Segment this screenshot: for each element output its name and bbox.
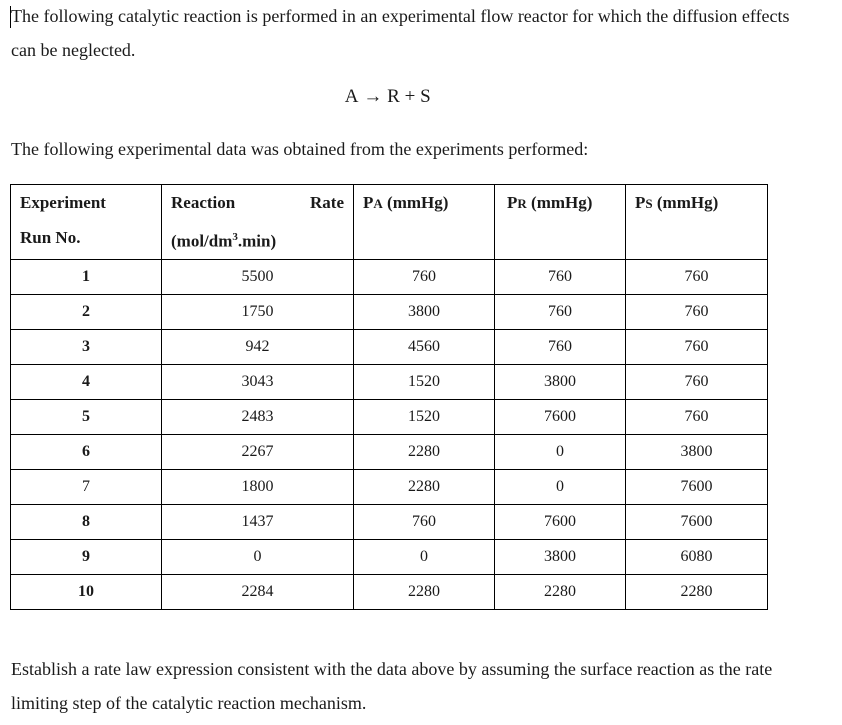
cell-ps: 6080 bbox=[626, 539, 768, 574]
cell-pa: 0 bbox=[354, 539, 495, 574]
cell-run: 7 bbox=[11, 469, 162, 504]
header-pr bbox=[495, 185, 626, 260]
cell-rate: 1800 bbox=[162, 469, 354, 504]
table-row bbox=[11, 364, 768, 399]
table-row bbox=[11, 259, 768, 294]
header-reaction-units bbox=[162, 220, 353, 259]
cell-pa: 760 bbox=[354, 504, 495, 539]
header-ps-unit: (mmHg) bbox=[652, 193, 719, 212]
header-experiment-line2: Run No. bbox=[20, 228, 81, 247]
table-row bbox=[11, 294, 768, 329]
header-experiment-run bbox=[11, 185, 162, 260]
cell-pr: 760 bbox=[495, 259, 626, 294]
header-ps-label bbox=[626, 185, 767, 221]
cell-pr: 760 bbox=[495, 329, 626, 364]
header-pa bbox=[354, 185, 495, 260]
cell-run: 2 bbox=[11, 294, 162, 329]
table-row bbox=[11, 504, 768, 539]
data-intro-paragraph: The following experimental data was obtained from the experiments performed: bbox=[11, 139, 589, 159]
cell-rate: 0 bbox=[162, 539, 354, 574]
cell-rate: 942 bbox=[162, 329, 354, 364]
cell-pa: 2280 bbox=[354, 469, 495, 504]
table-row bbox=[11, 469, 768, 504]
cell-rate: 2267 bbox=[162, 434, 354, 469]
cell-rate: 2483 bbox=[162, 399, 354, 434]
cell-pr: 0 bbox=[495, 469, 626, 504]
cell-run: 5 bbox=[11, 399, 162, 434]
cell-pa: 3800 bbox=[354, 294, 495, 329]
cell-pr: 0 bbox=[495, 434, 626, 469]
cell-ps: 760 bbox=[626, 364, 768, 399]
cell-rate: 1437 bbox=[162, 504, 354, 539]
header-ps-letter: P bbox=[635, 193, 646, 212]
cell-rate: 3043 bbox=[162, 364, 354, 399]
cell-run: 8 bbox=[11, 504, 162, 539]
cell-ps: 7600 bbox=[626, 469, 768, 504]
task-paragraph: Establish a rate law expression consistent with the data above by assuming the surface reaction as the rate limiting step of the catalytic reaction mechanism. bbox=[11, 659, 773, 713]
table-row bbox=[11, 539, 768, 574]
table-row bbox=[11, 434, 768, 469]
cell-pr: 7600 bbox=[495, 504, 626, 539]
header-experiment-line1: Experiment bbox=[20, 193, 106, 212]
header-pr-letter: P bbox=[507, 193, 518, 212]
header-reaction-rate bbox=[162, 185, 354, 260]
cell-pr: 760 bbox=[495, 294, 626, 329]
cell-run: 6 bbox=[11, 434, 162, 469]
header-pr-unit: (mmHg) bbox=[526, 193, 593, 212]
intro-paragraph: The following catalytic reaction is performed in an experimental flow reactor for which the diffusion effects can be neglected. bbox=[11, 6, 790, 60]
cell-pa: 2280 bbox=[354, 574, 495, 609]
header-pr-label bbox=[495, 185, 625, 221]
cell-pr: 3800 bbox=[495, 539, 626, 574]
header-ps bbox=[626, 185, 768, 260]
cell-run: 3 bbox=[11, 329, 162, 364]
header-pr-sub: R bbox=[517, 196, 527, 211]
table-row bbox=[11, 329, 768, 364]
cell-ps: 3800 bbox=[626, 434, 768, 469]
reaction-equation: A → R + S bbox=[344, 86, 432, 107]
header-rate-word: Rate bbox=[310, 193, 344, 212]
header-reaction-units-prefix: (mol/dm bbox=[171, 231, 233, 251]
header-ps-sub: S bbox=[645, 196, 653, 211]
header-pa-label bbox=[354, 185, 494, 221]
table-row bbox=[11, 399, 768, 434]
table-header-row bbox=[11, 185, 768, 260]
cell-ps: 760 bbox=[626, 259, 768, 294]
cell-ps: 760 bbox=[626, 294, 768, 329]
header-pa-letter: P bbox=[363, 193, 374, 212]
experimental-data-table bbox=[10, 184, 768, 610]
cell-pa: 1520 bbox=[354, 364, 495, 399]
cell-pr: 3800 bbox=[495, 364, 626, 399]
cell-run: 10 bbox=[11, 574, 162, 609]
cell-ps: 760 bbox=[626, 329, 768, 364]
cell-pa: 1520 bbox=[354, 399, 495, 434]
cell-pr: 2280 bbox=[495, 574, 626, 609]
cell-run: 9 bbox=[11, 539, 162, 574]
cell-rate: 2284 bbox=[162, 574, 354, 609]
header-reaction-line1: Reaction bbox=[171, 193, 236, 212]
header-reaction-units-sup: 3 bbox=[232, 231, 238, 243]
cell-pa: 2280 bbox=[354, 434, 495, 469]
table-row bbox=[11, 574, 768, 609]
cell-ps: 2280 bbox=[626, 574, 768, 609]
cell-run: 1 bbox=[11, 259, 162, 294]
cell-rate: 5500 bbox=[162, 259, 354, 294]
cell-rate: 1750 bbox=[162, 294, 354, 329]
cell-run: 4 bbox=[11, 364, 162, 399]
header-pa-sub: A bbox=[373, 196, 383, 211]
cell-pa: 760 bbox=[354, 259, 495, 294]
cell-ps: 7600 bbox=[626, 504, 768, 539]
cell-pr: 7600 bbox=[495, 399, 626, 434]
header-pa-unit: (mmHg) bbox=[382, 193, 449, 212]
header-reaction-units-suffix: .min) bbox=[237, 231, 277, 251]
cell-ps: 760 bbox=[626, 399, 768, 434]
cell-pa: 4560 bbox=[354, 329, 495, 364]
